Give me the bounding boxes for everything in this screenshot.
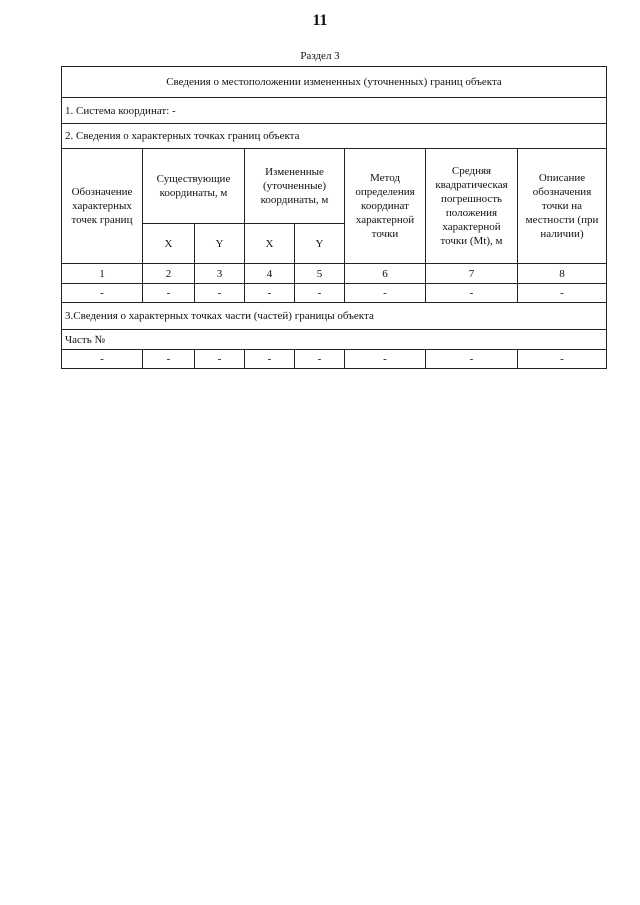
column-number: 3 [195, 264, 245, 284]
part-section-header: 3.Сведения о характерных точках части (частей) границы объекта [62, 303, 607, 330]
section-label: Раздел 3 [300, 50, 340, 62]
table-cell: - [62, 284, 143, 303]
column-number: 1 [62, 264, 143, 284]
col-header-existing-coords: Существующие координаты, м [143, 149, 245, 224]
table-cell: - [195, 284, 245, 303]
table-cell: - [295, 350, 345, 369]
column-number: 8 [518, 264, 607, 284]
col-header-existing-x: X [143, 224, 195, 264]
table-row [62, 350, 607, 369]
col-header-mean-error: Средняя квадратическая погрешность положения характерной точки (Mt), м [426, 149, 518, 264]
part-number-label: Часть № [62, 330, 607, 350]
col-header-existing-y: Y [195, 224, 245, 264]
table-cell: - [426, 350, 518, 369]
column-number: 7 [426, 264, 518, 284]
table-cell: - [345, 350, 426, 369]
table-cell: - [345, 284, 426, 303]
table-cell: - [426, 284, 518, 303]
col-header-designation: Обозначение характерных точек границ [62, 149, 143, 264]
table-cell: - [195, 350, 245, 369]
column-number: 4 [245, 264, 295, 284]
points-section-header: 2. Сведения о характерных точках границ объекта [62, 124, 607, 149]
table-cell: - [295, 284, 345, 303]
table-cell: - [245, 284, 295, 303]
table-cell: - [518, 350, 607, 369]
column-number-row [62, 264, 607, 284]
table-cell: - [62, 350, 143, 369]
coord-system-row: 1. Система координат: - [62, 98, 607, 124]
table-title: Сведения о местоположении измененных (уточненных) границ объекта [62, 67, 607, 98]
boundary-points-table [61, 66, 607, 369]
col-header-changed-coords: Измененные (уточненные) координаты, м [245, 149, 345, 224]
col-header-description: Описание обозначения точки на местности (при наличии) [518, 149, 607, 264]
col-header-changed-x: X [245, 224, 295, 264]
column-number: 5 [295, 264, 345, 284]
col-header-changed-y: Y [295, 224, 345, 264]
column-number: 6 [345, 264, 426, 284]
page-number: 11 [312, 12, 328, 29]
column-number: 2 [143, 264, 195, 284]
table-cell: - [143, 350, 195, 369]
table-cell: - [143, 284, 195, 303]
table-row [62, 284, 607, 303]
table-cell: - [518, 284, 607, 303]
col-header-method: Метод определения координат характерной точки [345, 149, 426, 264]
table-cell: - [245, 350, 295, 369]
